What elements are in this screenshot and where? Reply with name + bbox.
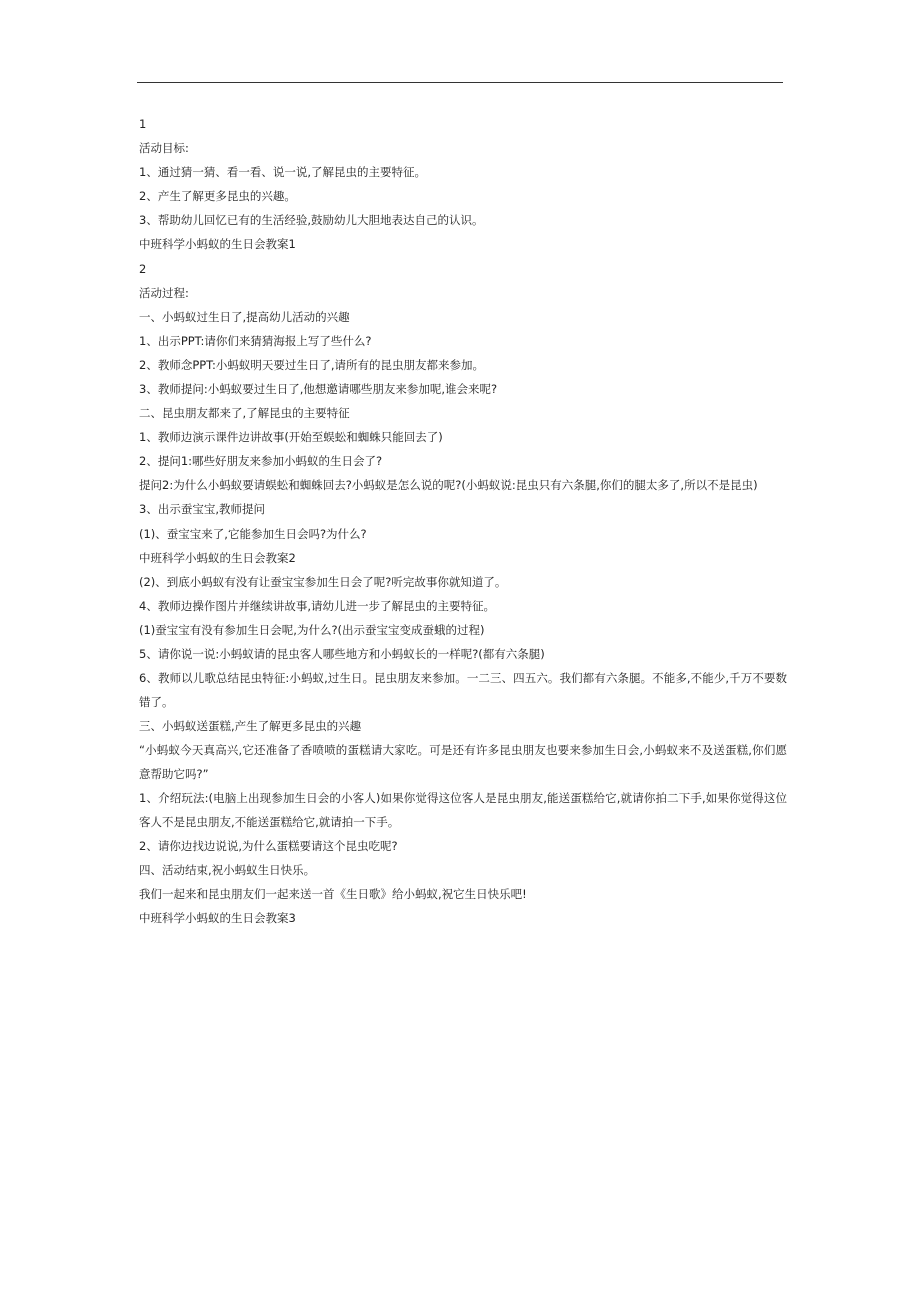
text-line: 2、提问1:哪些好朋友来参加小蚂蚁的生日会了? xyxy=(139,454,383,469)
paragraph: 提问2:为什么小蚂蚁要请蜈蚣和蜘蛛回去?小蚂蚁是怎么说的呢?(小蚂蚁说:昆虫只有六条腿,你们的腿太多了,所以不是昆虫) xyxy=(139,478,758,493)
goal-item-2: 2、产生了解更多昆虫的兴趣。 xyxy=(139,189,296,204)
section-number-1: 1 xyxy=(139,117,147,131)
text-line: 2、教师念PPT:小蚂蚁明天要过生日了,请所有的昆虫朋友都来参加。 xyxy=(139,357,484,372)
header-rule xyxy=(137,82,783,83)
text-line: 1、出示PPT:请你们来猜猜海报上写了些什么? xyxy=(139,333,372,348)
text-line: (1)、蚕宝宝来了,它能参加生日会吗?为什么? xyxy=(139,526,367,541)
text-line: 我们一起来和昆虫朋友们一起来送一首《生日歌》给小蚂蚁,祝它生日快乐吧! xyxy=(139,887,527,902)
step-heading-2: 二、昆虫朋友都来了,了解昆虫的主要特征 xyxy=(139,406,350,421)
document-body xyxy=(139,112,789,931)
text-line: 4、教师边操作图片并继续讲故事,请幼儿进一步了解昆虫的主要特征。 xyxy=(139,598,495,613)
lesson-title-3: 中班科学小蚂蚁的生日会教案3 xyxy=(139,911,296,926)
text-line: 1、教师边演示课件边讲故事(开始至蜈蚣和蜘蛛只能回去了) xyxy=(139,430,443,445)
lesson-title-1: 中班科学小蚂蚁的生日会教案1 xyxy=(139,237,296,252)
heading-activity-process: 活动过程: xyxy=(139,285,189,300)
step-heading-3: 三、小蚂蚁送蛋糕,产生了解更多昆虫的兴趣 xyxy=(139,719,362,734)
text-line: 2、请你边找边说说,为什么蛋糕要请这个昆虫吃呢? xyxy=(139,839,398,854)
goal-item-3: 3、帮助幼儿回忆已有的生活经验,鼓励幼儿大胆地表达自己的认识。 xyxy=(139,213,484,228)
paragraph: 1、介绍玩法:(电脑上出现参加生日会的小客人)如果你觉得这位客人是昆虫朋友,能送蛋糕给它,就请你拍二下手,如果你觉得这位客人不是昆虫朋友,不能送蛋糕给它,就请拍一下手。 xyxy=(139,791,787,830)
text-line: 5、请你说一说:小蚂蚁请的昆虫客人哪些地方和小蚂蚁长的一样呢?(都有六条腿) xyxy=(139,646,545,661)
heading-activity-goals: 活动目标: xyxy=(139,141,189,156)
step-heading-4: 四、活动结束,祝小蚂蚁生日快乐。 xyxy=(139,863,316,878)
lesson-title-2: 中班科学小蚂蚁的生日会教案2 xyxy=(139,550,296,565)
text-line: 3、教师提问:小蚂蚁要过生日了,他想邀请哪些朋友来参加呢,谁会来呢? xyxy=(139,382,498,397)
paragraph: “小蚂蚁今天真高兴,它还准备了香喷喷的蛋糕请大家吃。可是还有许多昆虫朋友也要来参加生日会,小蚂蚁来不及送蛋糕,你们愿意帮助它吗?” xyxy=(139,743,787,782)
text-line: (2)、到底小蚂蚁有没有让蚕宝宝参加生日会了呢?听完故事你就知道了。 xyxy=(139,574,507,589)
text-line: (1)蚕宝宝有没有参加生日会呢,为什么?(出示蚕宝宝变成蚕蛾的过程) xyxy=(139,622,485,637)
paragraph: 6、教师以儿歌总结昆虫特征:小蚂蚁,过生日。昆虫朋友来参加。一二三、四五六。我们都有六条腿。不能多,不能少,千万不要数错了。 xyxy=(139,671,787,710)
step-heading-1: 一、小蚂蚁过生日了,提高幼儿活动的兴趣 xyxy=(139,309,350,324)
section-number-2: 2 xyxy=(139,261,147,276)
text-line: 3、出示蚕宝宝,教师提问 xyxy=(139,502,265,517)
goal-item-1: 1、通过猜一猜、看一看、说一说,了解昆虫的主要特征。 xyxy=(139,165,426,180)
